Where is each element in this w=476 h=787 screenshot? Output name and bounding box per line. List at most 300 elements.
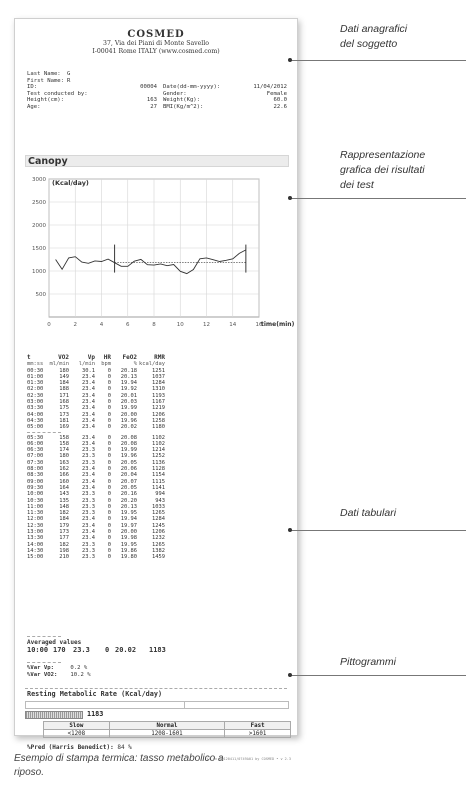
- table-cell: 02:00: [27, 386, 44, 393]
- x-tick-label: 2: [73, 322, 77, 328]
- var-vp-label: %Var Vp:: [27, 665, 54, 671]
- table-cell: 19.80: [120, 554, 137, 561]
- table-cell: 0: [107, 529, 111, 536]
- table-cell: 23.3: [82, 459, 95, 466]
- table-cell: 1232: [152, 535, 165, 542]
- table-cell: VO2: [58, 354, 69, 361]
- table-cell: HR: [103, 354, 111, 361]
- annotation-chart: [340, 148, 425, 193]
- annotation-pictograms: [340, 655, 396, 670]
- table-cell: 1284: [152, 516, 165, 523]
- table-cell: 19.96: [120, 453, 137, 460]
- annotation-leader-line: [290, 198, 466, 199]
- table-cell: 20.01: [120, 392, 137, 399]
- table-cell: 20.13: [120, 503, 137, 510]
- patient-label: Last Name:: [27, 71, 61, 77]
- table-cell: t: [27, 354, 31, 361]
- annotation-dot: [288, 673, 292, 677]
- table-cell: 10:00: [27, 491, 44, 498]
- table-cell: 23.4: [82, 516, 95, 523]
- patient-value: 163: [146, 97, 157, 104]
- table-cell: ml/min: [49, 361, 69, 368]
- section-title: Canopy: [28, 156, 68, 167]
- table-cell: 166: [59, 472, 69, 479]
- table-cell: 0: [107, 434, 111, 441]
- table-cell: 20.00: [120, 411, 137, 418]
- patient-label: Gender:: [163, 90, 187, 97]
- table-cell: 23.4: [82, 472, 95, 479]
- table-cell: 19.96: [120, 417, 137, 424]
- x-axis-label: time(min): [261, 321, 295, 328]
- table-cell: 20.02: [120, 424, 137, 431]
- y-tick-label: 1000: [32, 269, 46, 275]
- table-cell: 0: [107, 497, 111, 504]
- table-cell: 162: [59, 466, 69, 473]
- table-cell: 03:30: [27, 405, 44, 412]
- var-vp-value: 0.2 %: [70, 665, 88, 671]
- table-cell: 943: [155, 497, 165, 504]
- patient-label: First Name:: [27, 77, 65, 84]
- table-cell: 20.20: [120, 497, 137, 504]
- avg-rmr: 1183: [149, 646, 166, 654]
- dashed-separator: [25, 688, 287, 689]
- table-cell: 23.3: [82, 503, 95, 510]
- table-cell: 23.4: [82, 529, 95, 536]
- patient-value: Female: [266, 90, 287, 97]
- rmr-bar: [25, 711, 83, 719]
- table-cell: 135: [59, 497, 69, 504]
- var-vp-row: [27, 665, 91, 672]
- table-cell: 20.03: [120, 399, 137, 406]
- table-cell: 0: [107, 386, 111, 393]
- table-cell: 23.4: [82, 466, 95, 473]
- table-cell: 02:30: [27, 392, 44, 399]
- x-tick-label: 0: [47, 322, 51, 328]
- patient-value: 00004: [140, 84, 157, 91]
- rmr-scale-box: [25, 701, 289, 709]
- table-cell: 20.06: [120, 466, 137, 473]
- table-cell: 1128: [152, 466, 165, 473]
- table-cell: 20.08: [120, 434, 137, 441]
- table-cell: 143: [59, 491, 69, 498]
- avg-vp: 23.3: [73, 646, 90, 654]
- table-cell: 1141: [152, 484, 165, 491]
- table-cell: 23.4: [82, 417, 95, 424]
- table-cell: 00:30: [27, 367, 44, 374]
- patient-value: 27: [150, 103, 157, 110]
- table-cell: 06:00: [27, 440, 44, 447]
- y-tick-label: 1500: [32, 246, 46, 252]
- table-cell: 0: [107, 440, 111, 447]
- table-cell: 210: [59, 554, 69, 561]
- y-tick-label: 3000: [32, 177, 46, 183]
- table-cell: 11:00: [27, 503, 44, 510]
- x-tick-label: 14: [229, 322, 237, 328]
- patient-row: [27, 84, 287, 91]
- table-cell: 20.13: [120, 373, 137, 380]
- table-cell: 0: [107, 405, 111, 412]
- table-cell: 07:00: [27, 453, 44, 460]
- table-cell: 0: [107, 373, 111, 380]
- table-cell: 182: [59, 510, 69, 517]
- table-cell: 08:30: [27, 472, 44, 479]
- annotation-text: Pittogrammi: [340, 656, 397, 668]
- patient-row: [27, 97, 287, 104]
- patient-value: G: [67, 71, 71, 77]
- patient-row: [27, 104, 287, 111]
- annotation-dot: [288, 58, 292, 62]
- table-cell: 23.3: [82, 554, 95, 561]
- table-cell: 20.16: [120, 491, 137, 498]
- range-normal-name: Normal: [109, 722, 225, 730]
- table-cell: 1033: [152, 503, 165, 510]
- table-cell: 148: [59, 503, 69, 510]
- table-cell: 09:30: [27, 484, 44, 491]
- table-cell: 0: [107, 503, 111, 510]
- table-cell: 175: [59, 405, 69, 412]
- range-slow-name: Slow: [44, 722, 110, 730]
- x-tick-label: 12: [203, 322, 210, 328]
- table-cell: 0: [107, 472, 111, 479]
- averaged-values: [27, 635, 177, 654]
- report-header: [15, 29, 297, 56]
- table-cell: 23.4: [82, 373, 95, 380]
- table-cell: 160: [59, 478, 69, 485]
- table-cell: 181: [59, 417, 69, 424]
- table-cell: 164: [59, 484, 69, 491]
- annotation-dot: [288, 196, 292, 200]
- table-cell: 994: [155, 491, 165, 498]
- annotation-leader-line: [290, 60, 466, 61]
- annotation-dot: [288, 528, 292, 532]
- annotation-leader-line: [290, 675, 466, 676]
- table-cell: 1102: [152, 434, 165, 441]
- table-cell: 20.08: [120, 440, 137, 447]
- table-cell: 0: [107, 522, 111, 529]
- table-cell: 20.05: [120, 484, 137, 491]
- table-cell: 23.4: [82, 424, 95, 431]
- table-cell: 19.99: [120, 405, 137, 412]
- caption-line: riposo.: [14, 767, 45, 778]
- x-tick-label: 8: [152, 322, 156, 328]
- table-cell: 23.3: [82, 547, 95, 554]
- table-cell: 1037: [152, 373, 165, 380]
- table-cell: 19.97: [120, 522, 137, 529]
- table-cell: 0: [107, 554, 111, 561]
- table-cell: 11:30: [27, 510, 44, 517]
- annotation-text: grafica dei risultati: [340, 164, 425, 176]
- table-cell: 1265: [152, 510, 165, 517]
- table-cell: 0: [107, 510, 111, 517]
- annotation-text: Dati tabulari: [340, 507, 397, 519]
- table-cell: 174: [59, 447, 69, 454]
- avg-time: 10:00: [27, 646, 49, 654]
- annotation-leader-line: [290, 530, 466, 531]
- table-cell: 20.07: [120, 478, 137, 485]
- patient-row: [27, 91, 287, 98]
- table-cell: 1265: [152, 541, 165, 548]
- y-tick-label: 2000: [32, 223, 46, 229]
- table-cell: 20.05: [120, 459, 137, 466]
- table-cell: 177: [59, 535, 69, 542]
- table-cell: 149: [59, 373, 69, 380]
- table-cell: 23.4: [82, 434, 95, 441]
- table-cell: 06:30: [27, 447, 44, 454]
- variation-block: [27, 661, 91, 679]
- table-cell: 173: [59, 411, 69, 418]
- table-cell: 23.4: [82, 484, 95, 491]
- table-cell: FeO2: [122, 354, 137, 361]
- patient-label: Test conducted by:: [27, 90, 88, 97]
- table-cell: 1206: [152, 411, 165, 418]
- table-cell: 23.4: [82, 392, 95, 399]
- table-cell: 12:30: [27, 522, 44, 529]
- patient-value: R: [67, 77, 71, 84]
- table-cell: 19.94: [120, 516, 137, 523]
- rmr-chart: [25, 173, 295, 349]
- table-cell: 20.00: [120, 529, 137, 536]
- annotation-text: dei test: [340, 179, 374, 191]
- pred-value: 84 %: [117, 744, 132, 751]
- averaged-title: Averaged values: [27, 639, 82, 646]
- table-cell: 163: [59, 459, 69, 466]
- table-cell: 08:00: [27, 466, 44, 473]
- table-cell: 23.4: [82, 386, 95, 393]
- table-cell: 23.4: [82, 522, 95, 529]
- address-line-2: I-00041 Rome ITALY (www.cosmed.com): [92, 48, 220, 55]
- patient-value: 11/04/2012: [253, 84, 287, 91]
- table-cell: 0: [107, 459, 111, 466]
- table-cell: 0: [107, 399, 111, 406]
- range-slow-value: <1208: [44, 730, 110, 738]
- table-cell: 168: [59, 399, 69, 406]
- patient-value: 60.0: [273, 97, 287, 104]
- table-cell: 1136: [152, 459, 165, 466]
- table-cell: 184: [59, 516, 69, 523]
- table-cell: 180: [59, 367, 69, 374]
- var-vo2-row: [27, 672, 91, 679]
- x-tick-label: 6: [126, 322, 130, 328]
- patient-label: Weight(Kg):: [163, 97, 201, 104]
- table-cell: 1180: [152, 424, 165, 431]
- scale-divider: [184, 702, 185, 708]
- annotation-text: Rappresentazione: [340, 149, 426, 161]
- table-cell: 1252: [152, 453, 165, 460]
- table-cell: 23.4: [82, 411, 95, 418]
- table-cell: 1251: [152, 367, 165, 374]
- pred-label: %Pred (Harris Benedict):: [27, 744, 114, 751]
- table-cell: 12:00: [27, 516, 44, 523]
- table-cell: 07:30: [27, 459, 44, 466]
- section-header-bar: [25, 155, 289, 167]
- table-cell: 1258: [152, 417, 165, 424]
- table-row: [27, 424, 247, 430]
- avg-hr: 0: [105, 646, 110, 654]
- table-cell: 30.1: [82, 367, 95, 374]
- table-cell: 19.95: [120, 510, 137, 517]
- table-cell: 05:30: [27, 434, 44, 441]
- table-cell: 13:00: [27, 529, 44, 536]
- range-fast-value: >1601: [225, 730, 291, 738]
- table-cell: 23.4: [82, 405, 95, 412]
- table-cell: 1219: [152, 405, 165, 412]
- table-cell: 1193: [152, 392, 165, 399]
- annotation-text: Dati anagrafici: [340, 23, 408, 35]
- x-tick-label: 10: [176, 322, 184, 328]
- table-cell: 173: [59, 529, 69, 536]
- data-table: [27, 355, 247, 561]
- annotation-text: del soggetto: [340, 38, 398, 50]
- table-row: [27, 554, 247, 560]
- table-cell: 1154: [152, 472, 165, 479]
- table-cell: 1245: [152, 522, 165, 529]
- table-cell: 10:30: [27, 497, 44, 504]
- table-cell: 01:00: [27, 373, 44, 380]
- table-cell: 1214: [152, 447, 165, 454]
- table-cell: 0: [107, 411, 111, 418]
- table-cell: 0: [107, 392, 111, 399]
- table-cell: 0: [107, 424, 111, 431]
- table-cell: 19.86: [120, 547, 137, 554]
- table-cell: 1167: [152, 399, 165, 406]
- table-cell: bpm: [101, 361, 111, 368]
- patient-row: [27, 71, 287, 78]
- var-vo2-label: %Var VO2:: [27, 672, 58, 678]
- table-cell: 182: [59, 541, 69, 548]
- table-cell: 171: [59, 392, 69, 399]
- table-cell: 0: [107, 535, 111, 542]
- chart-canvas: [25, 173, 295, 349]
- table-cell: 0: [107, 453, 111, 460]
- patient-value: 22.6: [273, 103, 287, 110]
- table-cell: 1310: [152, 386, 165, 393]
- table-cell: l/min: [78, 361, 95, 368]
- table-cell: 0: [107, 478, 111, 485]
- table-cell: 1115: [152, 478, 165, 485]
- table-cell: 14:00: [27, 541, 44, 548]
- table-cell: 03:00: [27, 399, 44, 406]
- caption-line: Esempio di stampa termica: tasso metabolico a: [14, 753, 224, 764]
- table-cell: 0: [107, 447, 111, 454]
- range-normal-value: 1208-1601: [109, 730, 225, 738]
- table-cell: 23.3: [82, 491, 95, 498]
- table-cell: 20.18: [120, 367, 137, 374]
- avg-feo2: 20.02: [115, 646, 137, 654]
- table-cell: 23.4: [82, 440, 95, 447]
- table-cell: 19.94: [120, 380, 137, 387]
- patient-label: Age:: [27, 103, 41, 110]
- table-cell: 158: [59, 440, 69, 447]
- x-tick-label: 4: [99, 322, 104, 328]
- table-cell: 23.3: [82, 447, 95, 454]
- table-cell: 1102: [152, 440, 165, 447]
- table-cell: 23.3: [82, 541, 95, 548]
- table-cell: 23.4: [82, 535, 95, 542]
- table-cell: 05:00: [27, 424, 44, 431]
- patient-label: ID:: [27, 84, 38, 91]
- table-cell: 1459: [152, 554, 165, 561]
- rmr-range-table: [43, 721, 291, 738]
- table-cell: 04:30: [27, 417, 44, 424]
- y-tick-label: 500: [35, 292, 46, 298]
- table-cell: kcal/day: [139, 361, 165, 368]
- table-cell: 23.3: [82, 510, 95, 517]
- table-cell: RMR: [154, 354, 165, 361]
- patient-info: [27, 71, 287, 111]
- annotation-patient-data: [340, 22, 407, 52]
- table-cell: %: [133, 361, 137, 368]
- rmr-title: Resting Metabolic Rate (Kcal/day): [27, 690, 163, 698]
- table-cell: 0: [107, 516, 111, 523]
- table-cell: 188: [59, 386, 69, 393]
- annotation-table: [340, 506, 396, 521]
- avg-vo2: 170: [53, 646, 66, 654]
- table-cell: 19.99: [120, 447, 137, 454]
- x-tick-label: 16: [255, 322, 263, 328]
- table-cell: 180: [59, 453, 69, 460]
- table-cell: 0: [107, 547, 111, 554]
- table-cell: 09:00: [27, 478, 44, 485]
- rmr-pictogram: [25, 711, 289, 719]
- table-cell: 15:00: [27, 554, 44, 561]
- table-cell: 14:30: [27, 547, 44, 554]
- figure-caption: [14, 752, 304, 780]
- table-cell: 19.98: [120, 535, 137, 542]
- table-cell: 23.4: [82, 399, 95, 406]
- rmr-value: 1183: [87, 710, 104, 718]
- table-cell: 0: [107, 484, 111, 491]
- table-cell: 1284: [152, 380, 165, 387]
- table-cell: mm:ss: [27, 361, 44, 368]
- table-cell: 13:30: [27, 535, 44, 542]
- predicted-rmr: [27, 744, 132, 751]
- y-axis-label: (Kcal/day): [52, 179, 89, 187]
- table-cell: 19.95: [120, 541, 137, 548]
- y-tick-label: 2500: [32, 200, 46, 206]
- table-cell: 158: [59, 434, 69, 441]
- table-cell: 20.04: [120, 472, 137, 479]
- patient-row: [27, 78, 287, 85]
- table-cell: 19.92: [120, 386, 137, 393]
- table-cell: 179: [59, 522, 69, 529]
- table-cell: 1382: [152, 547, 165, 554]
- range-fast-name: Fast: [225, 722, 291, 730]
- table-cell: 1206: [152, 529, 165, 536]
- printout-footer: fit.fn 20120411/0749A01 by COSMED • v 2.3: [204, 757, 291, 761]
- table-cell: 0: [107, 380, 111, 387]
- patient-label: Date(dd-mm-yyyy):: [163, 84, 221, 91]
- patient-label: Height(cm):: [27, 97, 65, 104]
- table-cell: 23.3: [82, 453, 95, 460]
- address-line-1: 37, Via dei Piani di Monte Savello: [103, 40, 209, 47]
- table-cell: 184: [59, 380, 69, 387]
- table-cell: 0: [107, 541, 111, 548]
- company-name: COSMED: [127, 29, 185, 40]
- table-cell: 23.4: [82, 478, 95, 485]
- table-cell: 23.3: [82, 497, 95, 504]
- table-cell: 0: [107, 466, 111, 473]
- table-cell: 01:30: [27, 380, 44, 387]
- patient-label: BMI(Kg/m^2):: [163, 103, 204, 110]
- table-cell: 23.4: [82, 380, 95, 387]
- table-cell: 0: [107, 417, 111, 424]
- table-cell: 169: [59, 424, 69, 431]
- table-cell: 0: [107, 491, 111, 498]
- averaged-row: [27, 646, 177, 654]
- table-cell: Vp: [87, 354, 95, 361]
- table-cell: 0: [107, 367, 111, 374]
- var-vo2-value: 10.2 %: [70, 672, 91, 678]
